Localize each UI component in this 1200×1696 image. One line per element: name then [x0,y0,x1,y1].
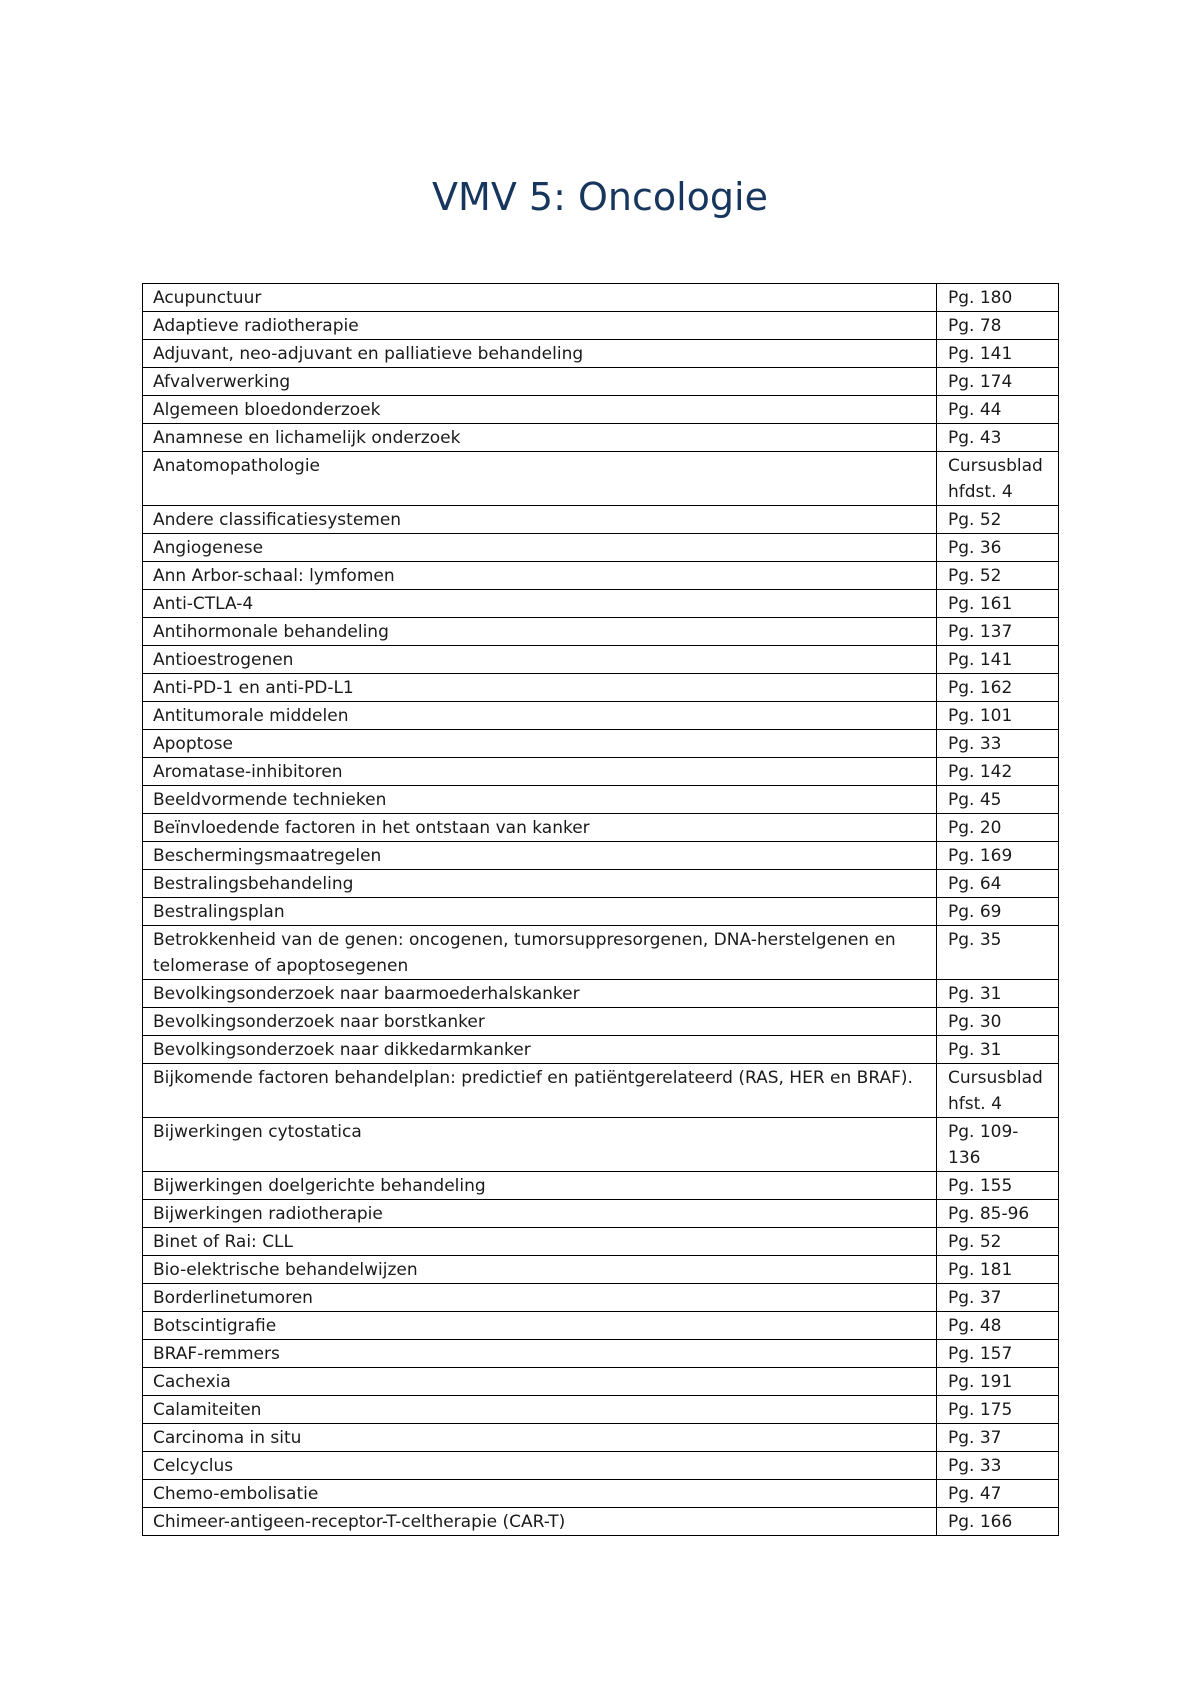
table-row [143,1008,1059,1036]
table-row [143,870,1059,898]
page-reference-cell: Pg. 141 [937,340,1059,368]
topic-cell: Bijkomende factoren behandelplan: predictief en patiëntgerelateerd (RAS, HER en BRAF). [143,1064,937,1118]
page-reference-cell: Pg. 181 [937,1256,1059,1284]
topic-cell: Bestralingsbehandeling [143,870,937,898]
page-reference-cell: Pg. 44 [937,396,1059,424]
table-row [143,1480,1059,1508]
topic-cell: Bio-elektrische behandelwijzen [143,1256,937,1284]
topic-cell: Cachexia [143,1368,937,1396]
topic-cell: Anti-CTLA-4 [143,590,937,618]
page-reference-cell: Pg. 45 [937,786,1059,814]
topic-cell: Adjuvant, neo-adjuvant en palliatieve behandeling [143,340,937,368]
index-table [142,283,1059,1536]
table-row [143,396,1059,424]
topic-cell: Chemo-embolisatie [143,1480,937,1508]
page-reference-cell: Pg. 30 [937,1008,1059,1036]
page-reference-cell: Pg. 78 [937,312,1059,340]
table-row [143,842,1059,870]
table-row [143,1312,1059,1340]
topic-cell: Carcinoma in situ [143,1424,937,1452]
page-reference-cell: Pg. 162 [937,674,1059,702]
table-row [143,1118,1059,1172]
page-reference-cell: Pg. 48 [937,1312,1059,1340]
page-reference-cell: Pg. 155 [937,1172,1059,1200]
table-row [143,1036,1059,1064]
table-row [143,1200,1059,1228]
page-reference-cell: Pg. 37 [937,1284,1059,1312]
table-row [143,590,1059,618]
topic-cell: Beïnvloedende factoren in het ontstaan van kanker [143,814,937,842]
page-reference-cell: Pg. 142 [937,758,1059,786]
page-reference-cell: Cursusblad hfdst. 4 [937,452,1059,506]
page-title: VMV 5: Oncologie [432,175,768,219]
topic-cell: Afvalverwerking [143,368,937,396]
topic-cell: Calamiteiten [143,1396,937,1424]
table-row [143,980,1059,1008]
table-row [143,312,1059,340]
table-row [143,424,1059,452]
topic-cell: Ann Arbor-schaal: lymfomen [143,562,937,590]
table-row [143,284,1059,312]
page-reference-cell: Pg. 109-136 [937,1118,1059,1172]
page-reference-cell: Pg. 180 [937,284,1059,312]
table-row [143,730,1059,758]
topic-cell: Antitumorale middelen [143,702,937,730]
table-row [143,1340,1059,1368]
page-reference-cell: Pg. 166 [937,1508,1059,1536]
table-row [143,562,1059,590]
page-reference-cell: Pg. 31 [937,1036,1059,1064]
table-row [143,1228,1059,1256]
topic-cell: Bestralingsplan [143,898,937,926]
page-reference-cell: Pg. 52 [937,562,1059,590]
page-reference-cell: Pg. 37 [937,1424,1059,1452]
page-reference-cell: Pg. 101 [937,702,1059,730]
topic-cell: Bevolkingsonderzoek naar baarmoederhalskanker [143,980,937,1008]
table-row [143,340,1059,368]
table-row [143,618,1059,646]
topic-cell: Beschermingsmaatregelen [143,842,937,870]
topic-cell: Acupunctuur [143,284,937,312]
table-row [143,758,1059,786]
table-row [143,1452,1059,1480]
page-reference-cell: Pg. 85-96 [937,1200,1059,1228]
page-reference-cell: Pg. 169 [937,842,1059,870]
table-row [143,368,1059,396]
table-row [143,702,1059,730]
topic-cell: Andere classificatiesystemen [143,506,937,534]
table-row [143,1508,1059,1536]
table-row [143,646,1059,674]
table-row [143,534,1059,562]
page-reference-cell: Pg. 43 [937,424,1059,452]
page-reference-cell: Pg. 35 [937,926,1059,980]
table-row [143,786,1059,814]
table-row [143,1368,1059,1396]
page-reference-cell: Pg. 33 [937,1452,1059,1480]
table-row [143,452,1059,506]
topic-cell: Anti-PD-1 en anti-PD-L1 [143,674,937,702]
table-row [143,506,1059,534]
topic-cell: Beeldvormende technieken [143,786,937,814]
page-reference-cell: Pg. 174 [937,368,1059,396]
page-reference-cell: Pg. 161 [937,590,1059,618]
table-row [143,1064,1059,1118]
page-reference-cell: Pg. 31 [937,980,1059,1008]
page-reference-cell: Pg. 33 [937,730,1059,758]
page-reference-cell: Pg. 52 [937,1228,1059,1256]
page-reference-cell: Pg. 64 [937,870,1059,898]
table-row [143,1172,1059,1200]
topic-cell: Adaptieve radiotherapie [143,312,937,340]
topic-cell: Bijwerkingen doelgerichte behandeling [143,1172,937,1200]
topic-cell: Chimeer-antigeen-receptor-T-celtherapie (CAR-T) [143,1508,937,1536]
topic-cell: Bevolkingsonderzoek naar borstkanker [143,1008,937,1036]
page-reference-cell: Pg. 141 [937,646,1059,674]
topic-cell: Betrokkenheid van de genen: oncogenen, tumorsuppresorgenen, DNA-herstelgenen en telomerase of apoptosegenen [143,926,937,980]
table-row [143,1256,1059,1284]
topic-cell: Bijwerkingen radiotherapie [143,1200,937,1228]
topic-cell: Antihormonale behandeling [143,618,937,646]
topic-cell: BRAF-remmers [143,1340,937,1368]
page-reference-cell: Pg. 157 [937,1340,1059,1368]
topic-cell: Binet of Rai: CLL [143,1228,937,1256]
table-row [143,1284,1059,1312]
topic-cell: Borderlinetumoren [143,1284,937,1312]
topic-cell: Aromatase-inhibitoren [143,758,937,786]
table-row [143,814,1059,842]
page-reference-cell: Pg. 137 [937,618,1059,646]
page-reference-cell: Pg. 175 [937,1396,1059,1424]
page-reference-cell: Pg. 191 [937,1368,1059,1396]
page-reference-cell: Pg. 20 [937,814,1059,842]
page-reference-cell: Cursusblad hfst. 4 [937,1064,1059,1118]
topic-cell: Algemeen bloedonderzoek [143,396,937,424]
table-row [143,1396,1059,1424]
page-reference-cell: Pg. 69 [937,898,1059,926]
topic-cell: Angiogenese [143,534,937,562]
topic-cell: Bijwerkingen cytostatica [143,1118,937,1172]
topic-cell: Anatomopathologie [143,452,937,506]
table-row [143,898,1059,926]
table-row [143,1424,1059,1452]
index-table-body [143,284,1059,1536]
page-reference-cell: Pg. 52 [937,506,1059,534]
topic-cell: Bevolkingsonderzoek naar dikkedarmkanker [143,1036,937,1064]
page-reference-cell: Pg. 36 [937,534,1059,562]
page-reference-cell: Pg. 47 [937,1480,1059,1508]
topic-cell: Celcyclus [143,1452,937,1480]
topic-cell: Anamnese en lichamelijk onderzoek [143,424,937,452]
table-row [143,926,1059,980]
topic-cell: Apoptose [143,730,937,758]
table-row [143,674,1059,702]
topic-cell: Botscintigrafie [143,1312,937,1340]
topic-cell: Antioestrogenen [143,646,937,674]
